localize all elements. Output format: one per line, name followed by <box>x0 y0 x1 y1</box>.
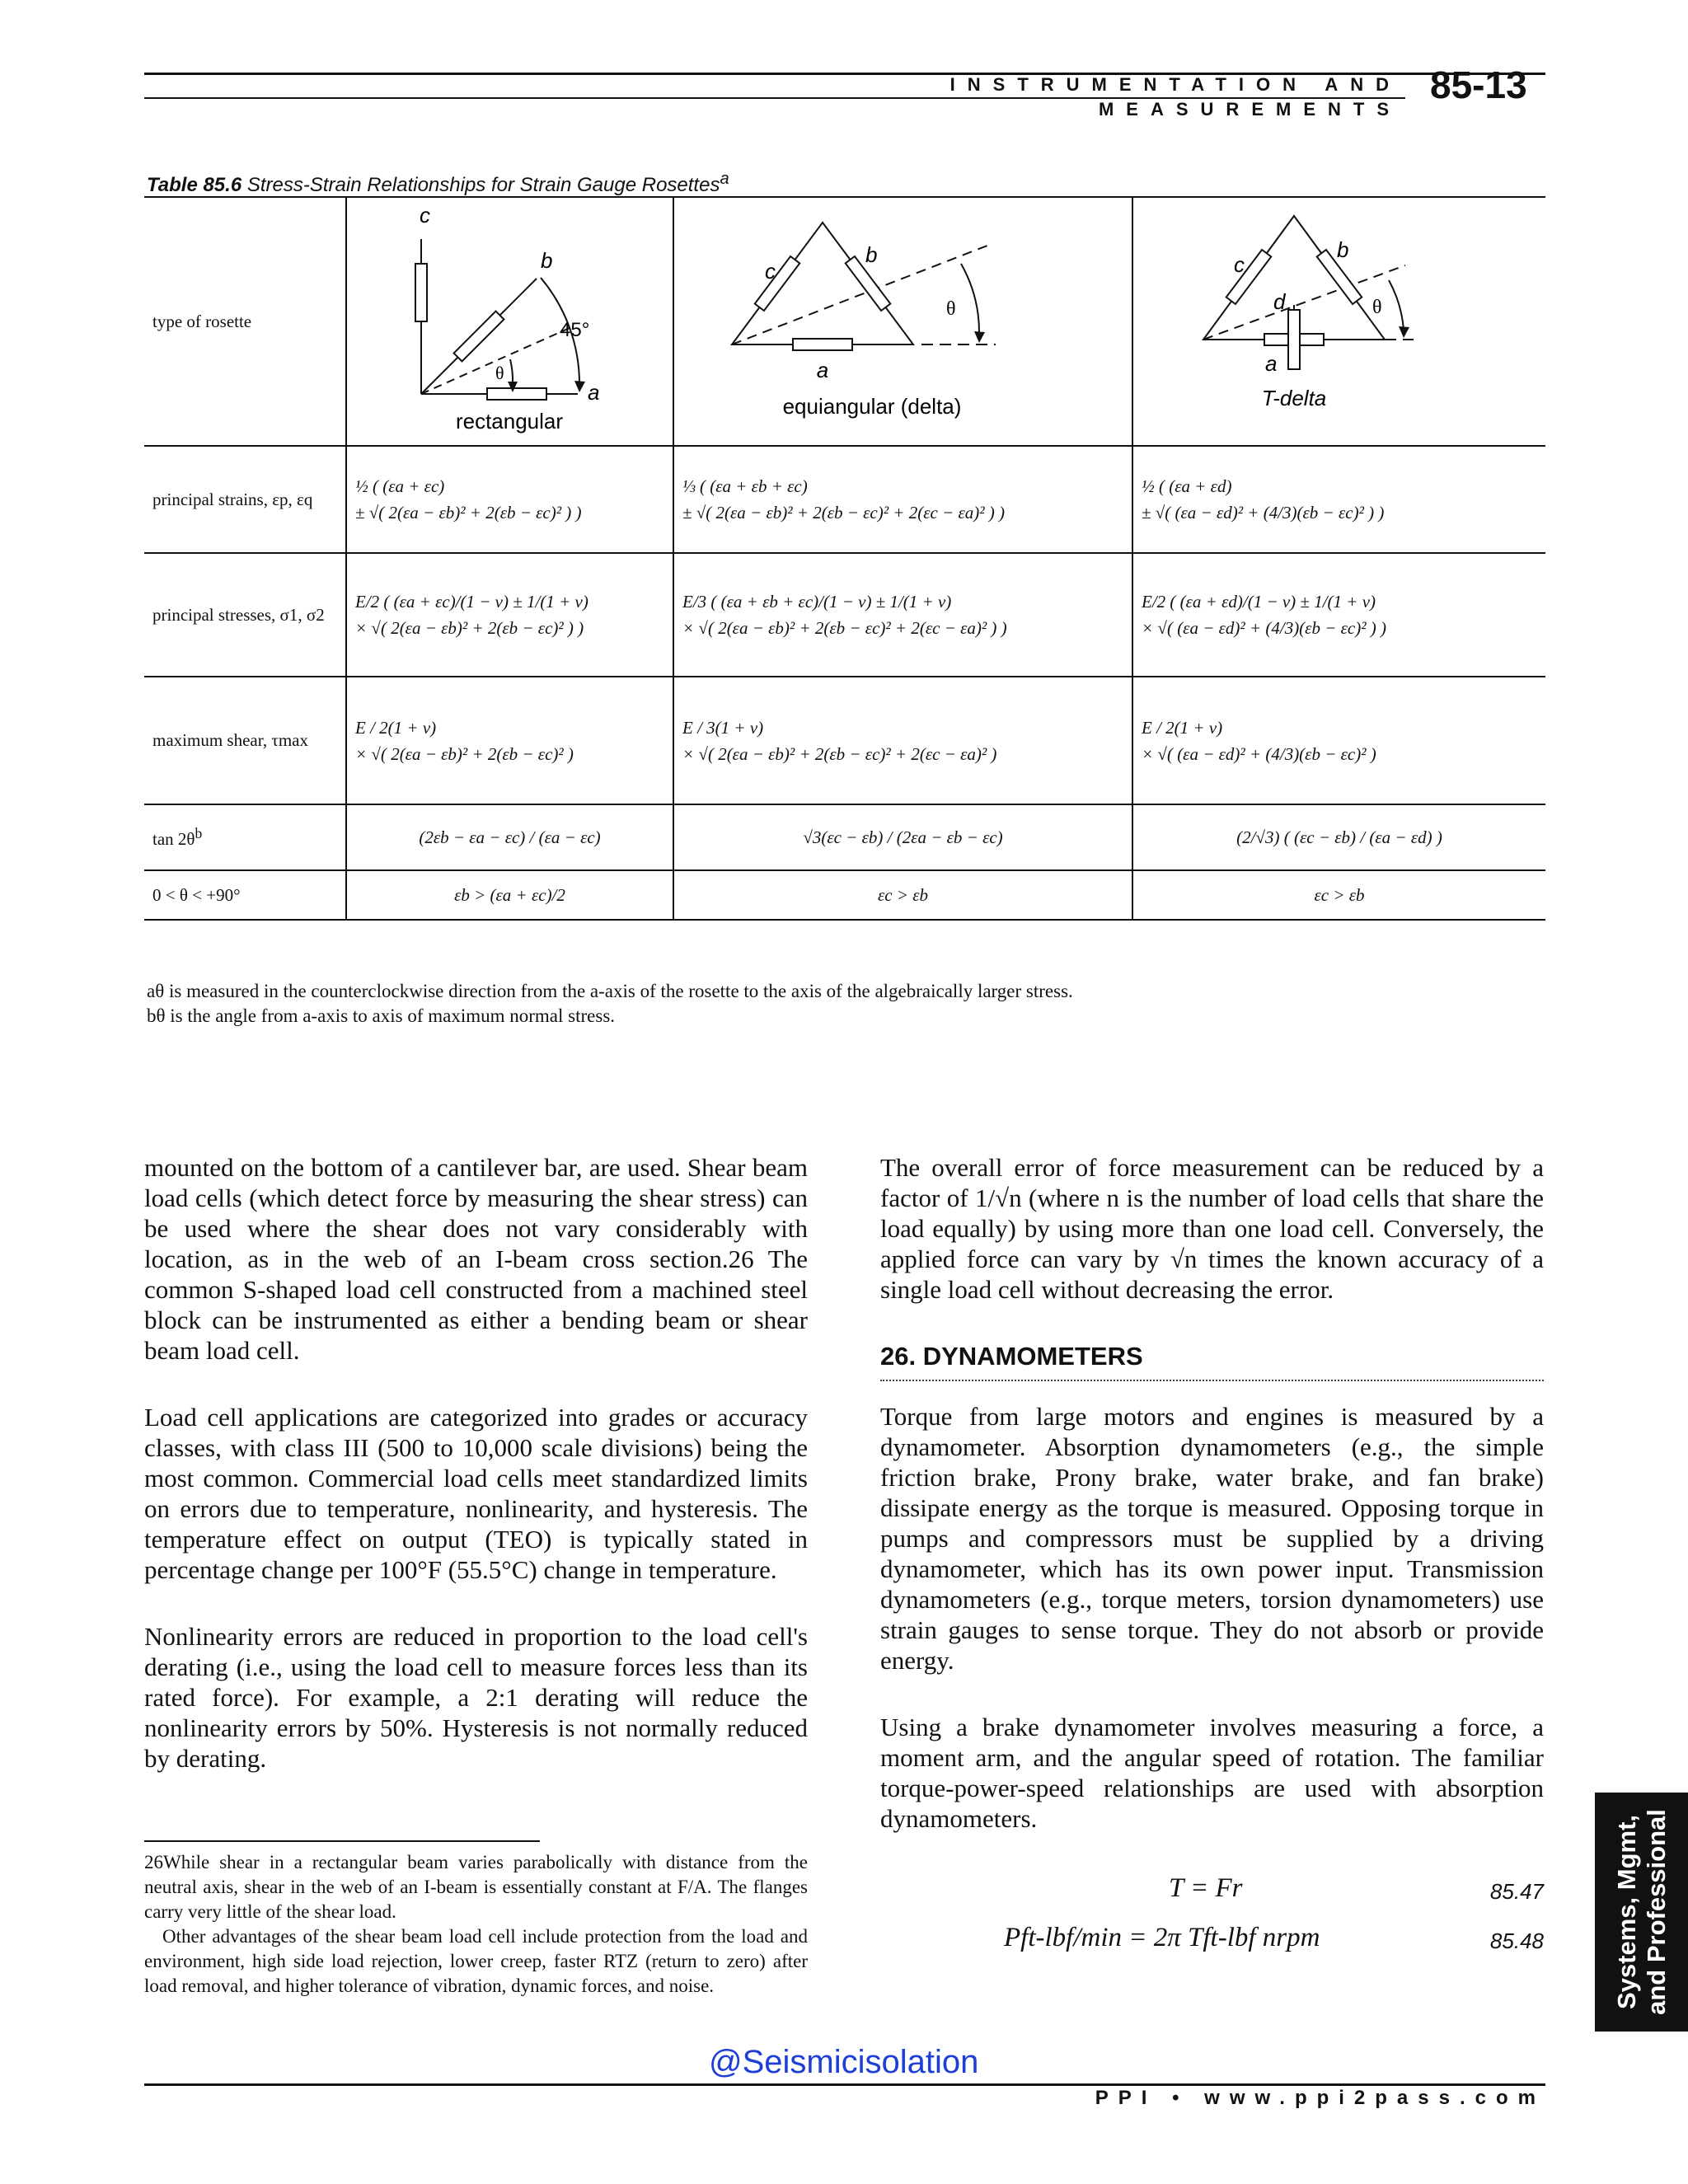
row-label-tan <box>144 804 346 870</box>
stresses-tdelta-line2: × √( (εa − εd)² + (4/3)(εb − εc)² ) ) <box>1142 618 1386 638</box>
shear-tdelta-line1: E / 2(1 + ν) <box>1142 717 1223 738</box>
left-paragraph-1: mounted on the bottom of a cantilever bar, are used. Shear beam load cells (which detect force by measuring the shear stress) can be used where the shear does not vary considerably with location, as in the web of an I-beam cross section.26 The common S-shaped load cell constructed from a machined steel block can be instrumented as either a bending beam or shear beam load cell. <box>144 1153 808 1365</box>
tan-tdelta: (2/√3) ( (εc − εb) / (εa − εd) ) <box>1132 804 1545 870</box>
row-label-type: type of rosette <box>144 197 346 446</box>
rect-label-theta: θ <box>495 363 504 383</box>
table-number: Table 85.6 <box>147 174 242 196</box>
page-number: 85-13 <box>1430 63 1527 106</box>
delta-label-c: c <box>765 259 776 284</box>
range-rectangular: εb > (εa + εc)/2 <box>346 870 673 920</box>
rect-label-b: b <box>541 248 553 273</box>
strains-tdelta <box>1132 446 1545 553</box>
equation-85-47 <box>880 1867 1544 1916</box>
shear-rect-line2: × √( 2(εa − εb)² + 2(εb − εc)² ) <box>355 743 574 764</box>
table-note-a: aθ is measured in the counterclockwise direction from the a-axis of the rosette to the axis of the algebraically larger stress. <box>147 981 1073 1001</box>
diagram-tdelta <box>1132 197 1545 446</box>
stresses-delta-line1: E/3 ( (εa + εb + εc)/(1 − ν) ± 1/(1 + ν) <box>682 592 952 612</box>
shear-delta-line2: × √( 2(εa − εb)² + 2(εb − εc)² + 2(εc − εa)² ) <box>682 743 997 764</box>
delta-label-theta: θ <box>946 298 956 320</box>
strains-tdelta-line1: ½ ( (εa + εd) <box>1142 476 1232 496</box>
row-label-range: 0 < θ < +90° <box>144 870 346 920</box>
equation-85-48 <box>880 1916 1544 1966</box>
row-label-stresses: principal stresses, σ1, σ2 <box>144 553 346 677</box>
row-label-tan-text: tan 2θ <box>152 829 195 849</box>
running-head-title: INSTRUMENTATION AND MEASUREMENTS <box>950 74 1401 120</box>
table-row-stresses <box>144 553 1545 677</box>
table-row-tan <box>144 804 1545 870</box>
strains-rect-line1: ½ ( (εa + εc) <box>355 476 445 496</box>
table-row-strains <box>144 446 1545 553</box>
footnote-rule <box>144 1840 540 1842</box>
shear-delta <box>673 677 1132 804</box>
left-paragraph-3: Nonlinearity errors are reduced in proportion to the load cell's derating (i.e., using the load cell to measure forces less than its rated force). For example, a 2:1 derating will reduce the nonlinearity errors by 50%. Hysteresis is not normally reduced by derating. <box>144 1622 808 1773</box>
table-row-shear <box>144 677 1545 804</box>
tdelta-label-theta: θ <box>1372 297 1382 318</box>
table-caption <box>147 170 729 197</box>
shear-tdelta-line2: × √( (εa − εd)² + (4/3)(εb − εc)² ) <box>1142 743 1376 764</box>
diagram-delta <box>673 197 1132 446</box>
section-heading-dynamometers: 26. DYNAMOMETERS <box>880 1341 1544 1381</box>
range-delta: εc > εb <box>673 870 1132 920</box>
right-paragraph-2: Torque from large motors and engines is measured by a dynamometer. Absorption dynamometers (e.g., the simple friction brake, Prony brake, water brake, and fan brake) dissipate energy as the torque is measured. Opposing torque in pumps and compressors must be supplied by a driving dynamometer, which has its own power input. Transmission dynamometers (e.g., torque meters, torsion dynamometers) use strain gauges to sense torque. They do not absorb or provide energy. <box>880 1402 1544 1675</box>
tdelta-label-c: c <box>1234 252 1245 277</box>
chapter-side-tab <box>1595 1793 1688 2032</box>
footnote-26-text: 26While shear in a rectangular beam varies parabolically with distance from the neutral axis, shear in the web of an I-beam is essentially constant at F/A. The flanges carry very little of the shear load. <box>144 1852 808 1922</box>
strains-delta <box>673 446 1132 553</box>
strains-delta-line1: ⅓ ( (εa + εb + εc) <box>682 476 808 496</box>
tan-rectangular: (2εb − εa − εc) / (εa − εc) <box>346 804 673 870</box>
table-row-range <box>144 870 1545 920</box>
footer-rule <box>144 2083 1545 2086</box>
tan-delta: √3(εc − εb) / (2εa − εb − εc) <box>673 804 1132 870</box>
equation-85-48-number: 85.48 <box>1489 1929 1544 1953</box>
table-notes <box>147 979 1073 1029</box>
stresses-delta <box>673 553 1132 677</box>
rosette-table <box>144 196 1545 921</box>
side-tab-label <box>1612 1809 1672 2015</box>
right-paragraph-3: Using a brake dynamometer involves measuring a force, a moment arm, and the angular speed of rotation. The familiar torque-power-speed relationships are used with absorption dynamometers. <box>880 1713 1544 1833</box>
delta-name: equiangular (delta) <box>782 394 962 419</box>
tdelta-label-a: a <box>1265 351 1278 376</box>
shear-tdelta <box>1132 677 1545 804</box>
rect-label-c: c <box>420 203 430 227</box>
left-column <box>144 1152 808 1810</box>
stresses-rect-line2: × √( 2(εa − εb)² + 2(εb − εc)² ) ) <box>355 618 584 638</box>
shear-rectangular <box>346 677 673 804</box>
side-tab-line2: and Professional <box>1641 1809 1671 2015</box>
stresses-tdelta <box>1132 553 1545 677</box>
tdelta-name: T-delta <box>1261 386 1327 410</box>
row-label-tan-sup: b <box>195 825 203 841</box>
equation-85-47-expr: T = Fr <box>1169 1873 1243 1903</box>
table-title: Stress-Strain Relationships for Strain Gauge Rosettes <box>246 174 720 196</box>
stresses-rectangular <box>346 553 673 677</box>
watermark: @Seismicisolation <box>709 2044 979 2080</box>
strains-delta-line2: ± √( 2(εa − εb)² + 2(εb − εc)² + 2(εc − εa)² ) ) <box>682 503 1006 523</box>
rect-label-45: 45° <box>560 319 590 341</box>
equation-85-48-expr: Pft-lbf/min = 2π Tft-lbf nrpm <box>1004 1923 1320 1952</box>
tdelta-label-d: d <box>1273 289 1286 314</box>
row-label-shear: maximum shear, τmax <box>144 677 346 804</box>
equation-85-47-number: 85.47 <box>1489 1879 1544 1904</box>
footnote-26 <box>144 1850 808 1999</box>
shear-rect-line1: E / 2(1 + ν) <box>355 717 437 738</box>
range-tdelta: εc > εb <box>1132 870 1545 920</box>
table-note-b: bθ is the angle from a-axis to axis of maximum normal stress. <box>147 1005 616 1026</box>
strains-rectangular <box>346 446 673 553</box>
rect-label-a: a <box>588 380 600 405</box>
tdelta-rosette-diagram <box>1133 198 1545 445</box>
delta-label-b: b <box>865 242 878 267</box>
left-paragraph-2: Load cell applications are categorized into grades or accuracy classes, with class III (500 to 10,000 scale divisions) being the most common. Commercial load cells meet standardized limits on errors due to temperature, nonlinearity, and hysteresis. The temperature effect on output (TEO) is typically stated in percentage change per 100°F (55.5°C) change in temperature. <box>144 1403 808 1584</box>
footer-site: PPI • www.ppi2pass.com <box>1095 2087 1545 2109</box>
tdelta-label-b: b <box>1337 237 1349 262</box>
shear-delta-line1: E / 3(1 + ν) <box>682 717 764 738</box>
diagram-rectangular <box>346 197 673 446</box>
row-label-strains: principal strains, εp, εq <box>144 446 346 553</box>
right-paragraph-1: The overall error of force measurement can be reduced by a factor of 1/√n (where n is the number of load cells that share the load equally) by using more than one load cell. Conversely, the applied force can vary by √n times the known accuracy of a single load cell without decreasing the error. <box>880 1153 1544 1304</box>
stresses-delta-line2: × √( 2(εa − εb)² + 2(εb − εc)² + 2(εc − εa)² ) ) <box>682 618 1007 638</box>
side-tab-line1: Systems, Mgmt, <box>1611 1814 1641 2010</box>
footnote-26-continuation: Other advantages of the shear beam load cell include protection from the load and environment, high side load rejection, lower creep, faster RTZ (return to zero) after load removal, and higher tolerance of vibration, dynamic forces, and noise. <box>144 1926 808 1996</box>
rect-name: rectangular <box>455 409 564 434</box>
table-caption-sup: a <box>720 170 729 188</box>
delta-label-a: a <box>816 358 829 382</box>
stresses-rect-line1: E/2 ( (εa + εc)/(1 − ν) ± 1/(1 + ν) <box>355 592 588 612</box>
rectangular-rosette-diagram <box>347 198 673 445</box>
table-row-type <box>144 197 1545 446</box>
strains-tdelta-line2: ± √( (εa − εd)² + (4/3)(εb − εc)² ) ) <box>1142 503 1385 523</box>
stresses-tdelta-line1: E/2 ( (εa + εd)/(1 − ν) ± 1/(1 + ν) <box>1142 592 1376 612</box>
right-column <box>880 1152 1544 1966</box>
delta-rosette-diagram <box>674 198 1132 445</box>
strains-rect-line2: ± √( 2(εa − εb)² + 2(εb − εc)² ) ) <box>355 503 582 523</box>
header-rule-secondary <box>144 97 1405 99</box>
